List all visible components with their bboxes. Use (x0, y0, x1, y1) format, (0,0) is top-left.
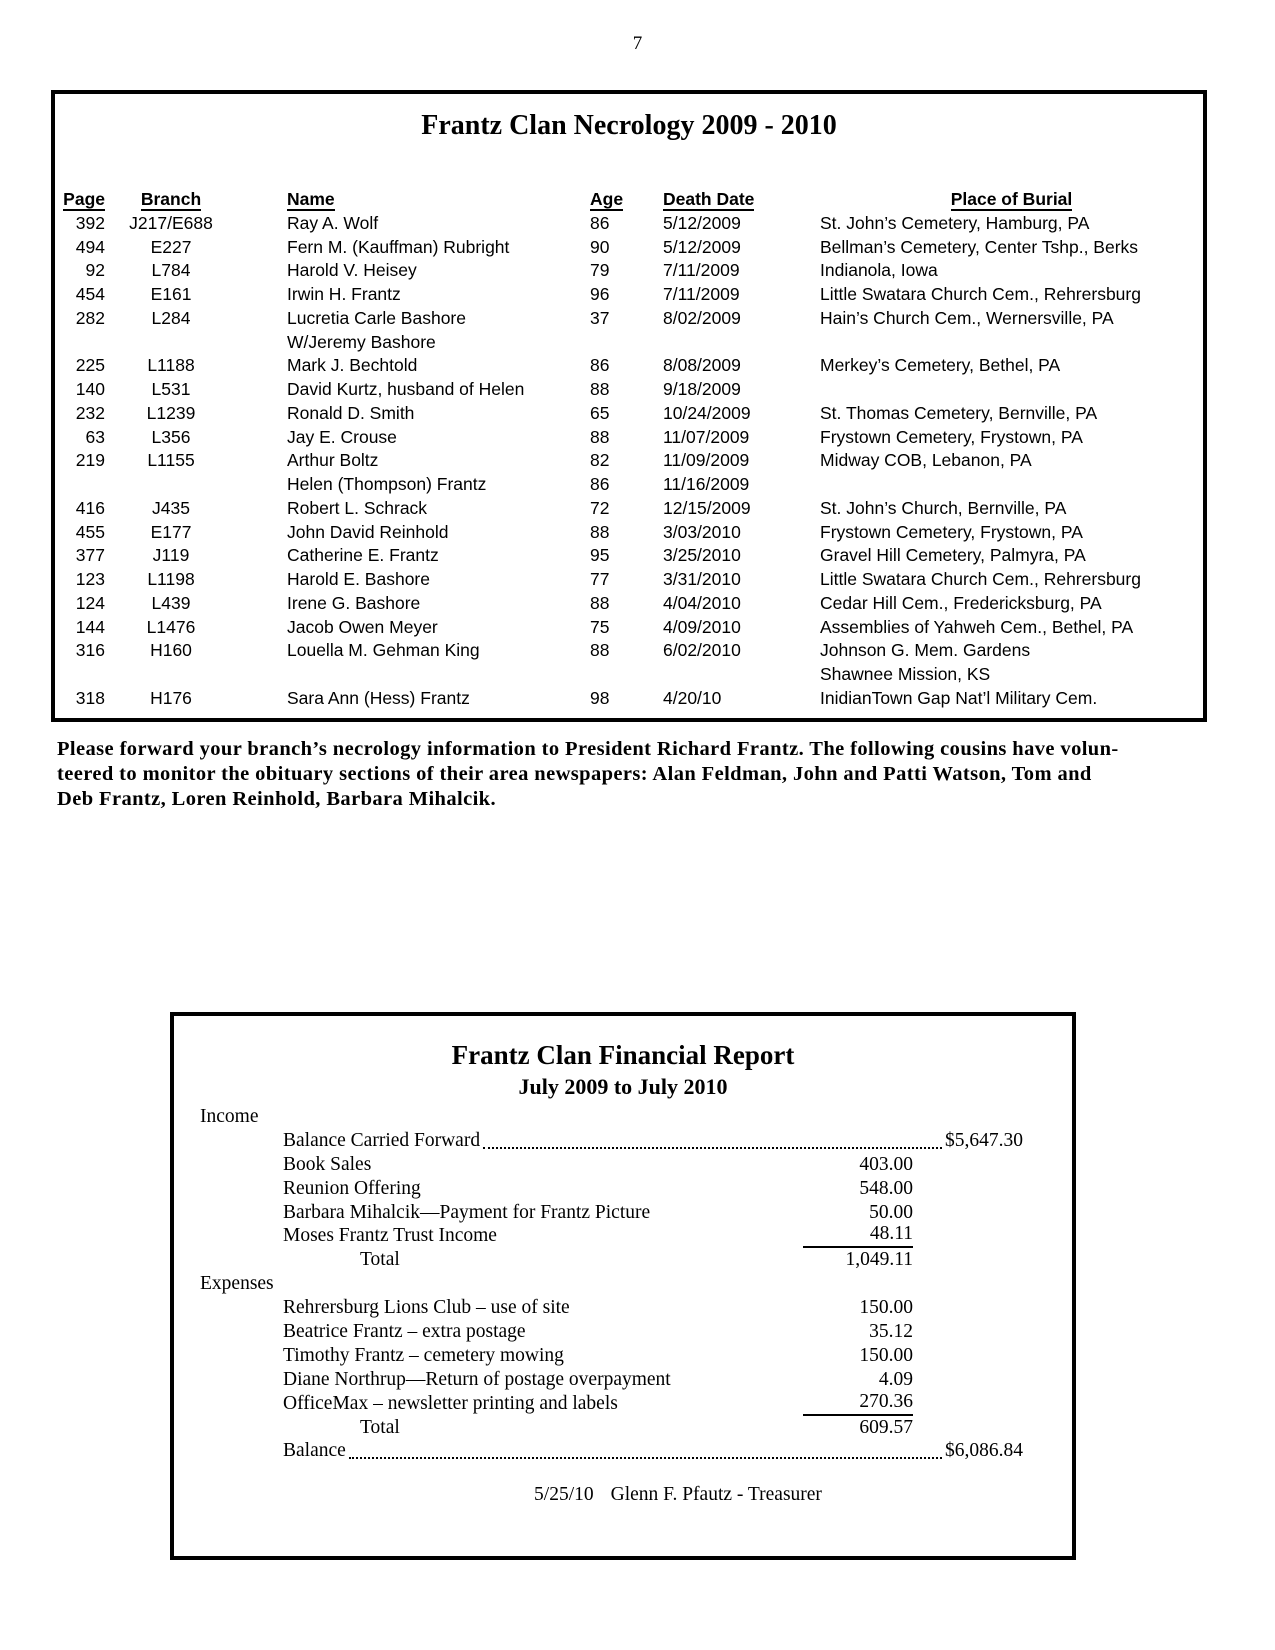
table-row (55, 236, 1203, 260)
expense-item-label: Diane Northrup—Return of postage overpayment (283, 1368, 671, 1390)
cell-branch: J119 (152, 545, 190, 566)
cell-page (55, 663, 105, 687)
cell-name: Jacob Owen Meyer (287, 616, 438, 637)
cell-death-date: 3/25/2010 (663, 545, 741, 566)
cell-page: 232 (75, 402, 105, 423)
cell-branch (105, 331, 237, 355)
cell-page: 318 (75, 687, 105, 708)
cell-place-of-burial: InidianTown Gap Nat’l Military Cem. (820, 687, 1098, 708)
expense-item-amount: 4.09 (878, 1368, 913, 1390)
closing-balance-row (174, 1439, 1072, 1463)
column-header-name: Name (287, 189, 335, 209)
cell-name: Fern M. (Kauffman) Rubright (287, 236, 510, 257)
income-item-label: Moses Frantz Trust Income (283, 1225, 497, 1247)
expense-items (174, 1296, 1072, 1415)
cell-spacer (237, 687, 287, 711)
table-row (55, 402, 1203, 426)
table-row (55, 307, 1203, 331)
cell-age: 90 (590, 236, 610, 257)
cell-age: 88 (590, 640, 610, 661)
cell-death-date: 11/09/2009 (663, 450, 750, 471)
cell-place-of-burial: Little Swatara Church Cem., Rehrersburg (820, 569, 1141, 589)
cell-name: Robert L. Schrack (287, 497, 428, 518)
cell-branch: L1198 (147, 569, 195, 589)
cell-spacer (237, 212, 287, 236)
cell-spacer (237, 639, 287, 663)
cell-age (590, 663, 663, 687)
cell-name: Louella M. Gehman King (287, 640, 480, 661)
income-item-label: Barbara Mihalcik—Payment for Frantz Picture (283, 1201, 651, 1223)
table-row (55, 378, 1203, 402)
cell-branch: L284 (151, 307, 191, 328)
dot-leader (483, 1147, 942, 1149)
cell-place-of-burial: Merkey’s Cemetery, Bethel, PA (820, 355, 1061, 376)
necrology-table (55, 188, 1203, 711)
column-header-death-date: Death Date (663, 189, 755, 209)
cell-death-date: 7/11/2009 (663, 260, 740, 281)
income-item-row (174, 1224, 1072, 1248)
cell-spacer (237, 663, 287, 687)
cell-page: 225 (75, 355, 105, 376)
notice-line: Please forward your branch’s necrology information to President Richard Frantz. The following cousins have volun- (57, 738, 1119, 760)
necrology-header-row (55, 188, 1203, 212)
cell-death-date: 4/04/2010 (663, 592, 741, 613)
cell-branch (105, 663, 237, 687)
table-row (55, 616, 1203, 640)
cell-death-date: 8/02/2009 (663, 307, 741, 328)
expense-item-label: OfficeMax – newsletter printing and labels (283, 1392, 618, 1414)
cell-page: 455 (75, 521, 105, 542)
column-header-branch: Branch (140, 189, 202, 209)
closing-balance-label: Balance (283, 1440, 346, 1462)
cell-name: Helen (Thompson) Frantz (287, 474, 487, 494)
signature-date: 5/25/10 (534, 1484, 594, 1505)
table-row (55, 663, 1203, 687)
cell-death-date: 8/08/2009 (663, 355, 741, 376)
cell-branch: J435 (152, 497, 190, 518)
income-item-amount: 403.00 (859, 1153, 913, 1175)
cell-spacer (237, 616, 287, 640)
table-row (55, 354, 1203, 378)
column-header-place-of-burial: Place of Burial (950, 189, 1073, 209)
cell-death-date: 10/24/2009 (663, 402, 751, 423)
cell-death-date: 11/07/2009 (663, 426, 750, 447)
cell-age: 88 (590, 379, 610, 399)
cell-branch: H160 (150, 640, 192, 661)
balance-carried-forward-row (174, 1129, 1072, 1153)
cell-page: 377 (75, 545, 105, 566)
cell-death-date (663, 663, 820, 687)
expense-item-label: Beatrice Frantz – extra postage (283, 1321, 526, 1342)
income-item-label: Reunion Offering (283, 1177, 421, 1199)
cell-page (55, 331, 105, 355)
cell-place-of-burial (820, 473, 1203, 497)
cell-name: Irwin H. Frantz (287, 284, 401, 304)
cell-name: Jay E. Crouse (287, 426, 397, 447)
notice-line: teered to monitor the obituary sections of their area newspapers: Alan Feldman, John and Patti Watson, Tom and (57, 762, 1092, 785)
income-heading-row (174, 1105, 1072, 1129)
cell-age: 88 (590, 592, 610, 613)
cell-page: 219 (75, 450, 105, 471)
table-row (55, 212, 1203, 236)
cell-place-of-burial: Gravel Hill Cemetery, Palmyra, PA (820, 545, 1086, 566)
cell-page: 140 (75, 379, 105, 399)
cell-place-of-burial: Assemblies of Yahweh Cem., Bethel, PA (820, 616, 1134, 637)
cell-name: Sara Ann (Hess) Frantz (287, 687, 470, 708)
expenses-total-amount: 609.57 (859, 1416, 913, 1438)
income-total-row (174, 1248, 1072, 1272)
cell-page: 282 (75, 307, 105, 328)
expense-item-amount: 35.12 (869, 1321, 913, 1342)
cell-name: Arthur Boltz (287, 450, 379, 471)
cell-spacer (237, 236, 287, 260)
cell-page: 494 (75, 236, 105, 257)
table-row (55, 568, 1203, 592)
treasurer-signature-line (174, 1484, 1072, 1506)
cell-age: 88 (590, 521, 610, 542)
cell-age: 88 (590, 426, 610, 447)
financial-report-section (170, 1012, 1076, 1560)
cell-age: 72 (590, 497, 610, 518)
cell-death-date: 3/03/2010 (663, 521, 741, 542)
table-row (55, 592, 1203, 616)
cell-page: 124 (75, 592, 105, 613)
cell-death-date: 3/31/2010 (663, 569, 741, 589)
cell-branch (105, 473, 237, 497)
cell-place-of-burial: St. John’s Cemetery, Hamburg, PA (820, 212, 1090, 233)
income-item-amount: 50.00 (869, 1201, 913, 1223)
table-row (55, 283, 1203, 307)
cell-death-date: 6/02/2010 (663, 640, 741, 661)
table-row (55, 497, 1203, 521)
cell-spacer (237, 259, 287, 283)
cell-spacer (237, 331, 287, 355)
expense-item-row (174, 1368, 1072, 1392)
cell-page: 316 (75, 640, 105, 661)
table-row (55, 449, 1203, 473)
cell-name: John David Reinhold (287, 521, 449, 542)
cell-age: 82 (590, 450, 610, 471)
cell-spacer (237, 402, 287, 426)
closing-balance-amount: $6,086.84 (945, 1440, 1023, 1462)
cell-death-date: 4/09/2010 (663, 616, 741, 637)
column-header-page: Page (63, 189, 105, 209)
column-spacer (237, 188, 287, 212)
cell-name: Harold E. Bashore (287, 569, 430, 589)
cell-branch: L1188 (147, 355, 195, 376)
cell-page: 392 (75, 212, 105, 233)
cell-branch: L356 (151, 426, 191, 447)
income-item-label: Book Sales (283, 1153, 372, 1175)
cell-age: 79 (590, 260, 610, 281)
cell-age: 86 (590, 474, 610, 494)
cell-page: 416 (75, 497, 105, 518)
necrology-notice-paragraph (57, 737, 1217, 811)
cell-age: 75 (590, 616, 610, 637)
expenses-total-label: Total (360, 1416, 400, 1438)
income-total-label: Total (360, 1249, 400, 1271)
table-row (55, 426, 1203, 450)
cell-death-date: 7/11/2009 (663, 284, 740, 304)
cell-name: Irene G. Bashore (287, 592, 421, 613)
table-row (55, 521, 1203, 545)
necrology-title: Frantz Clan Necrology 2009 - 2010 (421, 110, 837, 141)
cell-branch: E161 (150, 284, 192, 304)
cell-place-of-burial: St. Thomas Cemetery, Bernville, PA (820, 402, 1098, 423)
cell-name: David Kurtz, husband of Helen (287, 379, 525, 399)
expense-item-label: Rehrersburg Lions Club – use of site (283, 1297, 570, 1319)
expenses-heading: Expenses (200, 1273, 274, 1295)
cell-page: 123 (75, 569, 105, 589)
cell-page: 144 (75, 616, 105, 637)
expense-item-row (174, 1296, 1072, 1320)
cell-age: 98 (590, 687, 610, 708)
cell-name: Ray A. Wolf (287, 212, 379, 233)
expense-item-amount: 150.00 (859, 1297, 913, 1319)
cell-name: Harold V. Heisey (287, 260, 417, 281)
cell-branch: L439 (151, 592, 191, 613)
page-number: 7 (632, 33, 643, 54)
cell-place-of-burial: Little Swatara Church Cem., Rehrersburg (820, 284, 1141, 304)
cell-spacer (237, 568, 287, 592)
cell-name: Lucretia Carle Bashore (287, 307, 466, 328)
cell-name: Mark J. Bechtold (287, 355, 418, 376)
cell-place-of-burial: St. John’s Church, Bernville, PA (820, 497, 1067, 518)
financial-report-title: Frantz Clan Financial Report (451, 1040, 795, 1070)
cell-death-date: 5/12/2009 (663, 236, 741, 257)
cell-spacer (237, 592, 287, 616)
notice-line: Deb Frantz, Loren Reinhold, Barbara Mihalcik. (57, 787, 497, 810)
expense-item-label: Timothy Frantz – cemetery mowing (283, 1344, 564, 1366)
cell-spacer (237, 544, 287, 568)
column-header-age: Age (590, 189, 624, 209)
financial-report-subtitle: July 2009 to July 2010 (518, 1074, 728, 1099)
financial-lines (174, 1105, 1072, 1463)
cell-place-of-burial: Indianola, Iowa (820, 260, 938, 281)
expenses-heading-row (174, 1272, 1072, 1296)
cell-place-of-burial: Midway COB, Lebanon, PA (820, 450, 1032, 471)
cell-spacer (237, 473, 287, 497)
cell-spacer (237, 449, 287, 473)
cell-death-date (663, 331, 820, 355)
cell-spacer (237, 283, 287, 307)
cell-name: Catherine E. Frantz (287, 545, 439, 566)
cell-death-date: 4/20/10 (663, 687, 722, 708)
cell-death-date: 5/12/2009 (663, 212, 741, 233)
expense-item-row (174, 1320, 1072, 1344)
cell-age: 95 (590, 545, 610, 566)
cell-spacer (237, 307, 287, 331)
necrology-section (51, 90, 1207, 722)
cell-page: 92 (85, 260, 105, 281)
cell-branch: L1239 (146, 402, 196, 423)
cell-age: 77 (590, 569, 610, 589)
cell-branch: E227 (150, 236, 192, 257)
cell-spacer (237, 497, 287, 521)
balance-carried-forward-amount: $5,647.30 (945, 1129, 1023, 1151)
income-item-row (174, 1153, 1072, 1177)
cell-death-date: 9/18/2009 (663, 379, 741, 399)
cell-branch: L531 (151, 379, 191, 399)
cell-place-of-burial: Shawnee Mission, KS (820, 664, 991, 684)
cell-spacer (237, 426, 287, 450)
cell-death-date: 11/16/2009 (663, 474, 750, 494)
cell-spacer (237, 521, 287, 545)
table-row (55, 331, 1203, 355)
cell-place-of-burial: Johnson G. Mem. Gardens (820, 640, 1031, 661)
cell-place-of-burial: Hain’s Church Cem., Wernersville, PA (820, 307, 1114, 328)
cell-age: 65 (590, 402, 610, 423)
cell-place-of-burial: Frystown Cemetery, Frystown, PA (820, 521, 1083, 542)
cell-death-date: 12/15/2009 (663, 497, 751, 518)
table-row (55, 687, 1203, 711)
table-row (55, 259, 1203, 283)
dot-leader (349, 1457, 942, 1459)
cell-branch: L784 (151, 260, 191, 281)
table-row (55, 473, 1203, 497)
cell-page: 454 (75, 284, 105, 304)
income-items (174, 1153, 1072, 1249)
cell-name: Ronald D. Smith (287, 402, 415, 423)
table-row (55, 639, 1203, 663)
necrology-rows (55, 212, 1203, 711)
cell-page (55, 473, 105, 497)
expense-item-row (174, 1344, 1072, 1368)
cell-branch: H176 (150, 687, 192, 708)
income-item-amount: 548.00 (859, 1177, 913, 1199)
income-total-amount: 1,049.11 (845, 1249, 913, 1271)
cell-age: 86 (590, 212, 610, 233)
income-item-row (174, 1201, 1072, 1225)
cell-spacer (237, 378, 287, 402)
expense-item-amount: 270.36 (803, 1390, 913, 1416)
cell-branch: E177 (150, 521, 192, 542)
expense-item-amount: 150.00 (859, 1344, 913, 1366)
cell-place-of-burial: Bellman’s Cemetery, Center Tshp., Berks (820, 236, 1139, 257)
cell-spacer (237, 354, 287, 378)
cell-age: 37 (590, 307, 610, 328)
cell-place-of-burial: Cedar Hill Cem., Fredericksburg, PA (820, 592, 1102, 613)
cell-age (590, 331, 663, 355)
expense-item-row (174, 1392, 1072, 1416)
cell-name: W/Jeremy Bashore (287, 331, 436, 352)
expenses-total-row (174, 1416, 1072, 1440)
income-item-amount: 48.11 (803, 1222, 913, 1248)
cell-age: 96 (590, 284, 610, 304)
income-item-row (174, 1177, 1072, 1201)
table-row (55, 544, 1203, 568)
cell-branch: J217/E688 (129, 212, 213, 233)
cell-place-of-burial (820, 378, 1203, 402)
cell-place-of-burial (820, 331, 1203, 355)
income-heading: Income (200, 1105, 259, 1127)
cell-age: 86 (590, 355, 610, 376)
signature-name: Glenn F. Pfautz - Treasurer (610, 1484, 822, 1505)
cell-branch: L1155 (147, 450, 195, 471)
cell-place-of-burial: Frystown Cemetery, Frystown, PA (820, 426, 1083, 447)
balance-carried-forward-label: Balance Carried Forward (283, 1129, 481, 1151)
cell-branch: L1476 (146, 616, 196, 637)
cell-page: 63 (85, 426, 105, 447)
cell-name (287, 663, 590, 687)
